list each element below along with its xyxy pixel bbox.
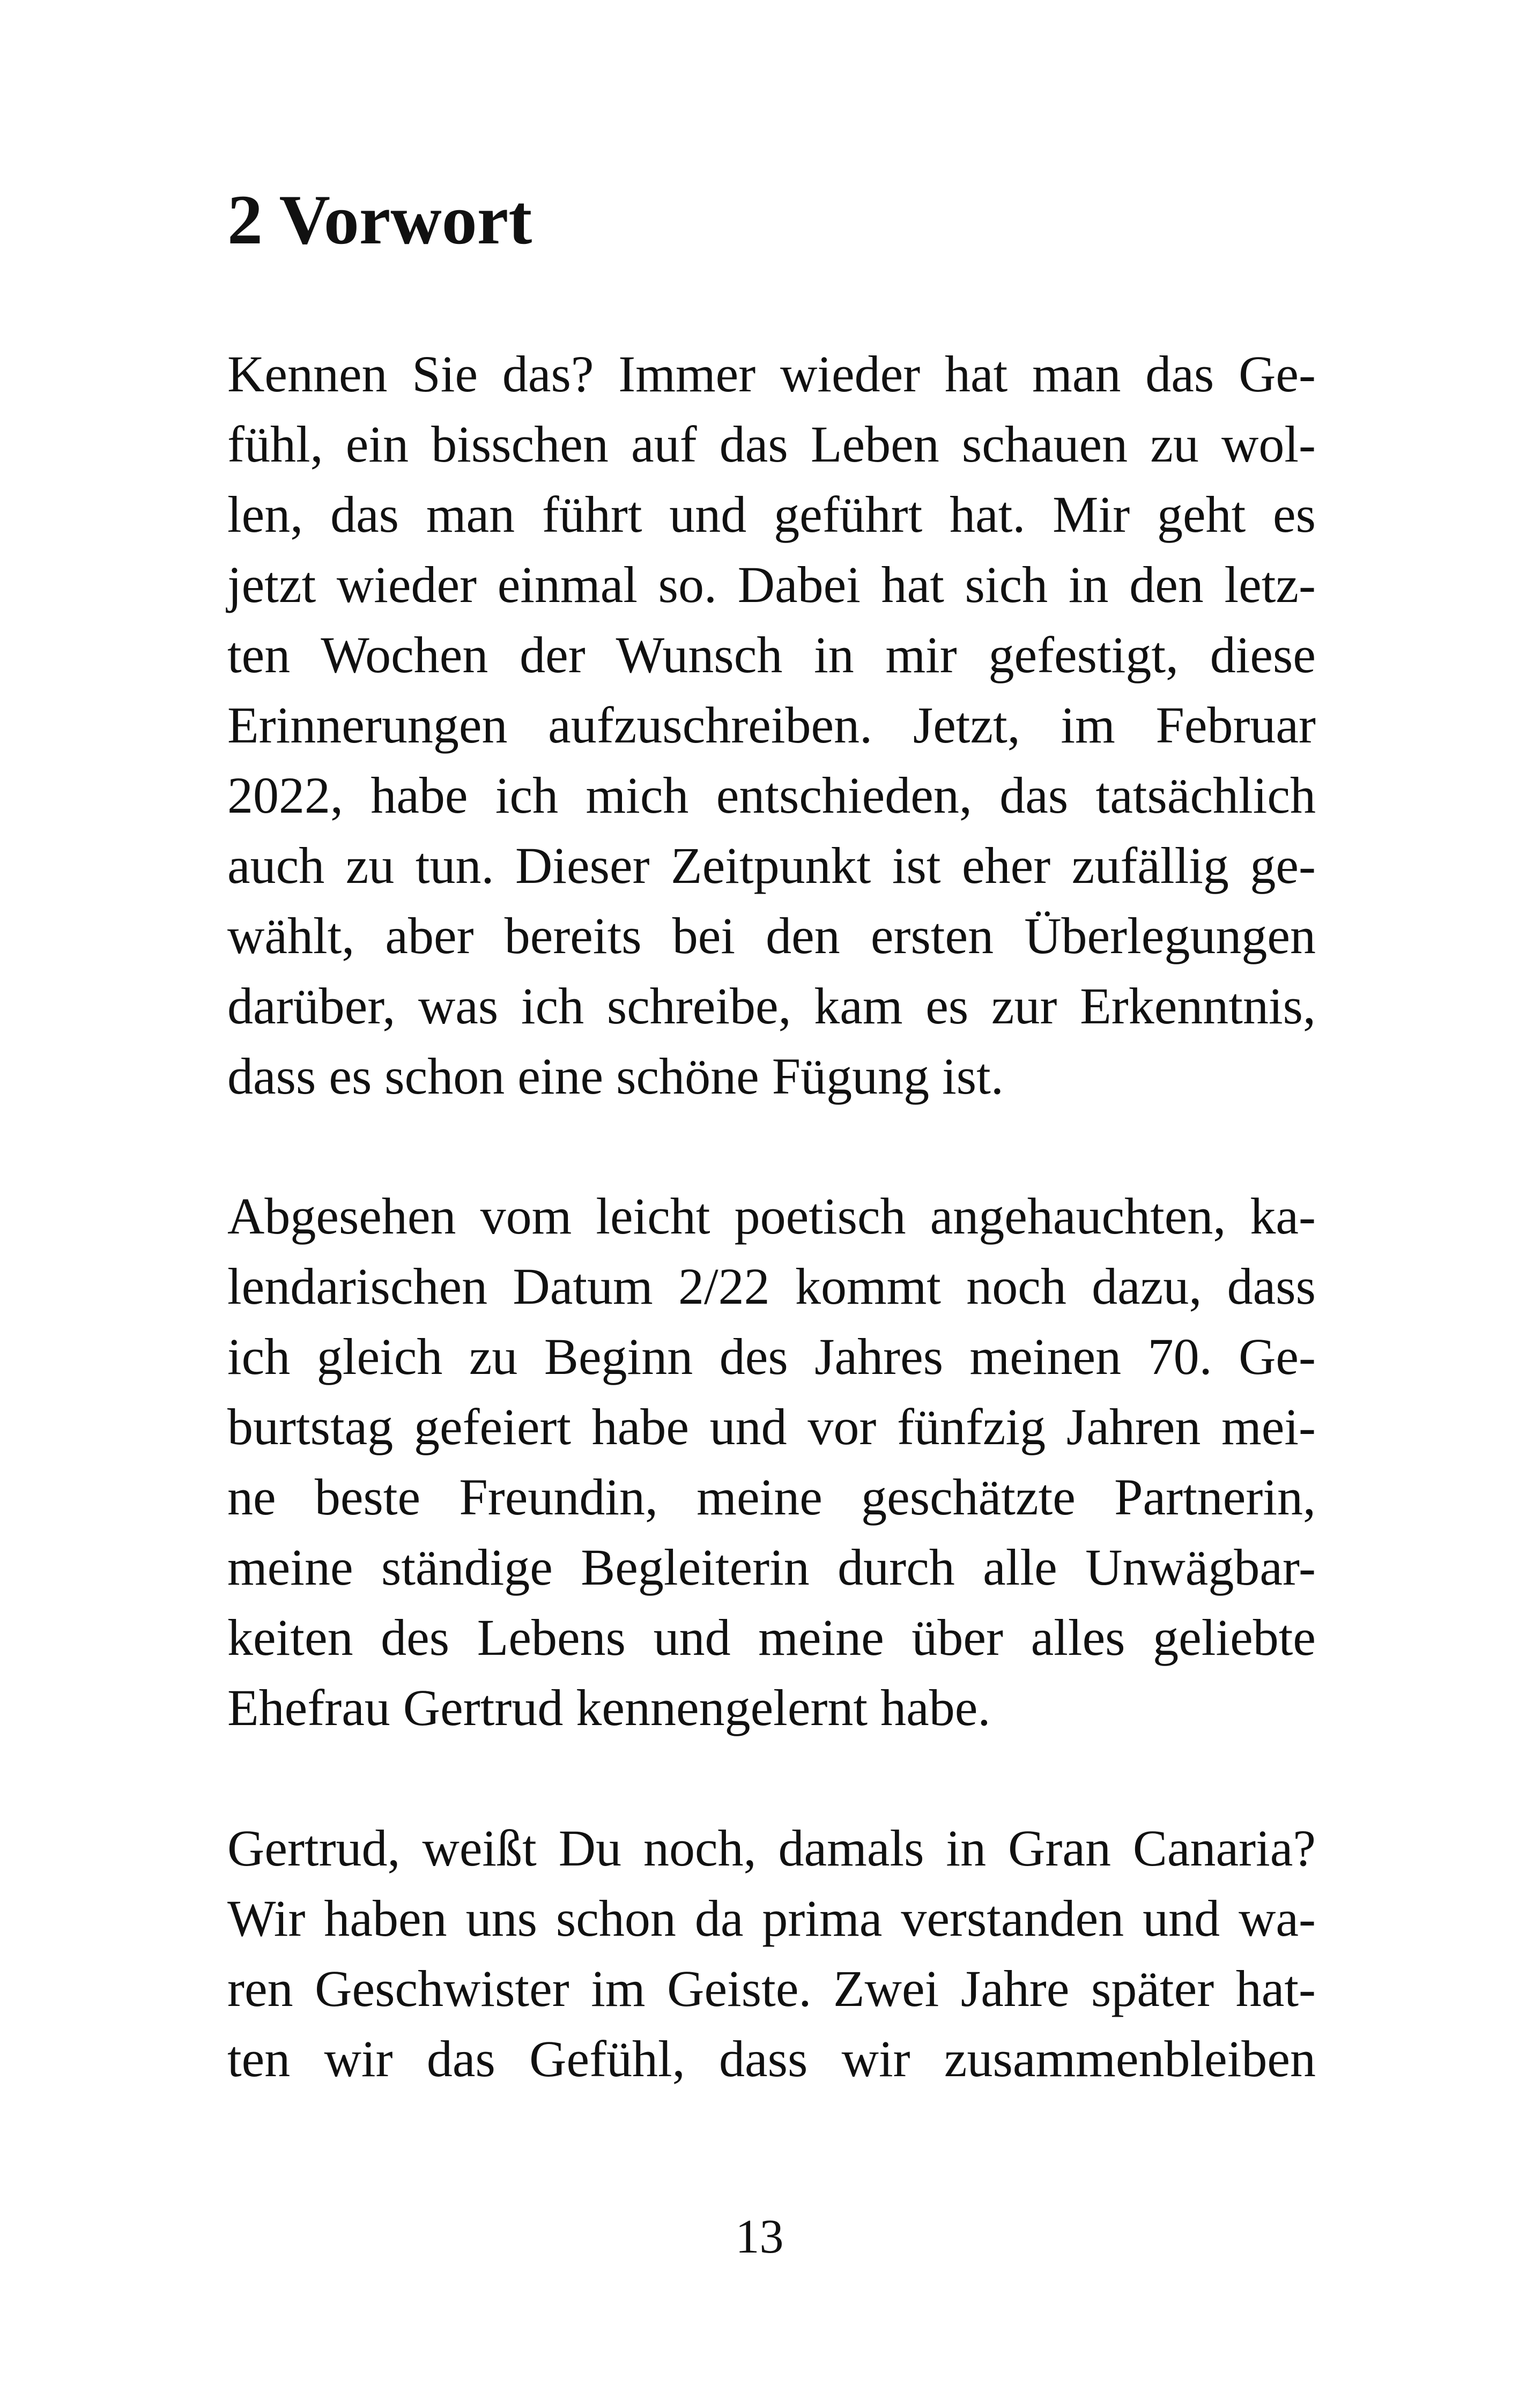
text-line: auch zu tun. Dieser Zeitpunkt ist eher zufällig ge- xyxy=(227,837,1316,894)
text-line: darüber, was ich schreibe, kam es zur Erkenntnis, xyxy=(227,977,1316,1035)
text-line: ten wir das Gefühl, dass wir zusammenbleiben xyxy=(227,2030,1316,2087)
text-line: ne beste Freundin, meine geschätzte Partnerin, xyxy=(227,1468,1316,1526)
text-line: len, das man führt und geführt hat. Mir geht es xyxy=(227,486,1316,543)
text-line: 2022, habe ich mich entschieden, das tatsächlich xyxy=(227,767,1316,824)
chapter-title: 2 Vorwort xyxy=(227,180,532,259)
text-line: ich gleich zu Beginn des Jahres meinen 70. Ge- xyxy=(227,1328,1316,1385)
text-line: meine ständige Begleiterin durch alle Unwägbar- xyxy=(227,1539,1316,1596)
text-line: jetzt wieder einmal so. Dabei hat sich in den letz- xyxy=(227,556,1316,613)
text-line: Ehefrau Gertrud kennengelernt habe. xyxy=(227,1679,991,1736)
text-line: wählt, aber bereits bei den ersten Überlegungen xyxy=(227,907,1316,964)
text-line: fühl, ein bisschen auf das Leben schauen zu wol- xyxy=(227,415,1316,473)
text-line: Erinnerungen aufzuschreiben. Jetzt, im Februar xyxy=(227,696,1316,754)
text-line: ren Geschwister im Geiste. Zwei Jahre später hat- xyxy=(227,1960,1316,2017)
paragraph-2 xyxy=(227,1181,1316,1743)
text-line: Abgesehen vom leicht poetisch angehauchten, ka- xyxy=(227,1187,1316,1245)
page-number: 13 xyxy=(735,2210,784,2263)
text-line: ten Wochen der Wunsch in mir gefestigt, diese xyxy=(227,626,1316,683)
text-line: Gertrud, weißt Du noch, damals in Gran Canaria? xyxy=(227,1819,1316,1877)
text-line: Kennen Sie das? Immer wieder hat man das Ge- xyxy=(227,345,1316,403)
text-line: lendarischen Datum 2/22 kommt noch dazu, dass xyxy=(227,1258,1316,1315)
paragraph-3 xyxy=(227,1813,1316,2094)
text-line: Wir haben uns schon da prima verstanden und wa- xyxy=(227,1890,1316,1947)
text-line: burtstag gefeiert habe und vor fünfzig Jahren mei- xyxy=(227,1398,1316,1455)
text-line: dass es schon eine schöne Fügung ist. xyxy=(227,1047,1004,1105)
paragraph-1 xyxy=(227,339,1316,1111)
text-line: keiten des Lebens und meine über alles geliebte xyxy=(227,1609,1316,1666)
